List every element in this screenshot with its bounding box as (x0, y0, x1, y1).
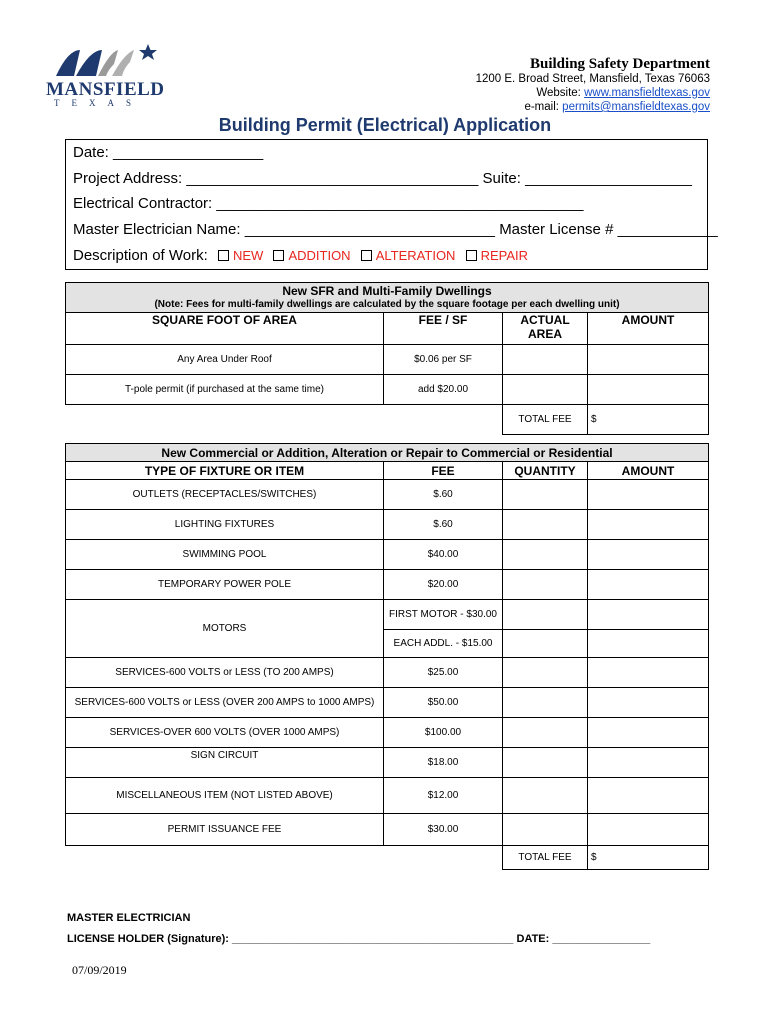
addition-checkbox[interactable] (273, 250, 284, 261)
table-row (66, 748, 709, 778)
table-row (66, 510, 709, 540)
commercial-total-input[interactable]: $ (588, 846, 709, 870)
sfr-area-input[interactable] (503, 345, 588, 375)
fixture-item: MOTORS (66, 600, 384, 658)
amount-input[interactable] (588, 600, 709, 630)
commercial-col-amount: AMOUNT (588, 462, 709, 480)
master-electrician-row (73, 221, 718, 238)
sfr-col-fee: FEE / SF (384, 313, 503, 345)
table-row (66, 814, 709, 846)
sfr-total-label: TOTAL FEE (503, 405, 588, 435)
table-row (66, 658, 709, 688)
suite-label: Suite: (482, 170, 521, 187)
sfr-col-actual-area: ACTUAL AREA (503, 313, 588, 345)
fixture-fee: $12.00 (384, 778, 503, 814)
fixture-fee: $50.00 (384, 688, 503, 718)
master-license-label: Master License # (499, 221, 614, 238)
quantity-input[interactable] (503, 570, 588, 600)
revision-date: 07/09/2019 (72, 963, 127, 977)
fixture-fee: $18.00 (384, 748, 503, 778)
contractor-row (73, 195, 583, 212)
new-checkbox[interactable] (218, 250, 229, 261)
fixture-item: TEMPORARY POWER POLE (66, 570, 384, 600)
amount-input[interactable] (588, 540, 709, 570)
amount-input[interactable] (588, 688, 709, 718)
project-address-label: Project Address: (73, 170, 183, 187)
fixture-item: SWIMMING POOL (66, 540, 384, 570)
amount-input[interactable] (588, 630, 709, 658)
commercial-col-fee: FEE (384, 462, 503, 480)
fixture-item: SERVICES-600 VOLTS or LESS (OVER 200 AMPS to 1000 AMPS) (66, 688, 384, 718)
description-row (73, 247, 528, 264)
quantity-input[interactable] (503, 480, 588, 510)
fixture-item: SERVICES-OVER 600 VOLTS (OVER 1000 AMPS) (66, 718, 384, 748)
applicant-info-box (65, 139, 718, 270)
amount-input[interactable] (588, 778, 709, 814)
sfr-header-row (66, 313, 709, 345)
department-address: 1200 E. Broad Street, Mansfield, Texas 76063 (475, 73, 710, 85)
sfr-fee-table (65, 282, 709, 435)
fixture-fee: EACH ADDL. - $15.00 (384, 630, 503, 658)
fixture-item: SERVICES-600 VOLTS or LESS (TO 200 AMPS) (66, 658, 384, 688)
sfr-amount-input[interactable] (588, 375, 709, 405)
sfr-title: New SFR and Multi-Family Dwellings (282, 283, 492, 298)
sfr-col-amount: AMOUNT (588, 313, 709, 345)
quantity-input[interactable] (503, 814, 588, 846)
amount-input[interactable] (588, 814, 709, 846)
repair-checkbox[interactable] (466, 250, 477, 261)
master-license-field[interactable]: ____________ (617, 221, 718, 238)
email-label: e-mail: (524, 101, 559, 113)
commercial-title: New Commercial or Addition, Alteration or Repair to Commercial or Residential (66, 444, 709, 462)
amount-input[interactable] (588, 718, 709, 748)
suite-field[interactable]: ____________________ (525, 170, 692, 187)
quantity-input[interactable] (503, 658, 588, 688)
sfr-note: (Note: Fees for multi-family dwellings are calculated by the square footage per each dwelling unit) (154, 298, 620, 310)
quantity-input[interactable] (503, 510, 588, 540)
commercial-col-item: TYPE OF FIXTURE OR ITEM (66, 462, 384, 480)
fixture-fee: $20.00 (384, 570, 503, 600)
table-row (66, 345, 709, 375)
signature-date-field[interactable]: ________________ (552, 933, 651, 945)
fixture-fee: $40.00 (384, 540, 503, 570)
amount-input[interactable] (588, 658, 709, 688)
website-line (536, 87, 710, 99)
commercial-header-row (66, 462, 709, 480)
fixture-item: OUTLETS (RECEPTACLES/SWITCHES) (66, 480, 384, 510)
contractor-label: Electrical Contractor: (73, 195, 213, 212)
fixture-fee: $100.00 (384, 718, 503, 748)
master-name-label: Master Electrician Name: (73, 221, 241, 238)
commercial-col-quantity: QUANTITY (503, 462, 588, 480)
signature-row (67, 933, 650, 945)
amount-input[interactable] (588, 570, 709, 600)
signature-field[interactable]: ______________________________________________ (232, 933, 514, 945)
email-line (524, 101, 710, 113)
fixture-fee: $.60 (384, 480, 503, 510)
date-field[interactable]: __________________ (113, 144, 264, 161)
sfr-total-input[interactable]: $ (588, 405, 709, 435)
fixture-fee: $30.00 (384, 814, 503, 846)
commercial-total-row (66, 846, 709, 870)
quantity-input[interactable] (503, 688, 588, 718)
contractor-field[interactable]: ____________________________________________ (216, 195, 584, 212)
website-label: Website: (536, 87, 581, 99)
signature-label: LICENSE HOLDER (Signature): (67, 933, 229, 945)
fixture-item: MISCELLANEOUS ITEM (NOT LISTED ABOVE) (66, 778, 384, 814)
amount-input[interactable] (588, 480, 709, 510)
table-row (66, 480, 709, 510)
alteration-checkbox[interactable] (361, 250, 372, 261)
form-title: Building Permit (Electrical) Application (218, 115, 552, 135)
logo-subtitle: TEXAS (54, 98, 143, 108)
fixture-fee: $25.00 (384, 658, 503, 688)
quantity-input[interactable] (503, 540, 588, 570)
date-row (73, 144, 263, 161)
fixture-fee: $.60 (384, 510, 503, 540)
quantity-input[interactable] (503, 600, 588, 630)
quantity-input[interactable] (503, 778, 588, 814)
addition-option-label: ADDITION (288, 248, 351, 263)
fixture-item: PERMIT ISSUANCE FEE (66, 814, 384, 846)
quantity-input[interactable] (503, 748, 588, 778)
table-row (66, 570, 709, 600)
table-row (66, 778, 709, 814)
department-name: Building Safety Department (530, 56, 710, 72)
logo-wordmark: MANSFIELD (46, 79, 165, 100)
website-link[interactable]: www.mansfieldtexas.gov (584, 87, 710, 99)
master-name-field[interactable]: ______________________________ (244, 221, 496, 238)
sfr-item: Any Area Under Roof (66, 345, 384, 375)
quantity-input[interactable] (503, 718, 588, 748)
commercial-total-label: TOTAL FEE (503, 846, 588, 870)
commercial-title-row (66, 444, 709, 462)
fixture-fee: FIRST MOTOR - $30.00 (384, 600, 503, 630)
date-label: Date: (73, 144, 109, 161)
quantity-input[interactable] (503, 630, 588, 658)
sfr-fee: add $20.00 (384, 375, 503, 405)
signature-heading: MASTER ELECTRICIAN (67, 912, 191, 924)
signature-date-label: DATE: (516, 933, 550, 945)
sfr-total-row (66, 405, 709, 435)
table-row (66, 540, 709, 570)
amount-input[interactable] (588, 748, 709, 778)
sfr-title-row (66, 283, 709, 313)
project-address-field[interactable]: ___________________________________ (186, 170, 479, 187)
amount-input[interactable] (588, 510, 709, 540)
table-row (66, 688, 709, 718)
description-label: Description of Work: (73, 247, 208, 264)
fixture-item: LIGHTING FIXTURES (66, 510, 384, 540)
sfr-fee: $0.06 per SF (384, 345, 503, 375)
alteration-option-label: ALTERATION (375, 248, 456, 263)
project-address-row (73, 170, 692, 187)
email-link[interactable]: permits@mansfieldtexas.gov (562, 101, 710, 113)
repair-option-label: REPAIR (480, 248, 529, 263)
commercial-fee-table (65, 443, 709, 870)
sfr-col-area: SQUARE FOOT OF AREA (66, 313, 384, 345)
sfr-item: T-pole permit (if purchased at the same time) (66, 375, 384, 405)
sfr-area-input[interactable] (503, 375, 588, 405)
table-row (66, 600, 709, 630)
sfr-amount-input[interactable] (588, 345, 709, 375)
new-option-label: NEW (232, 248, 264, 263)
fixture-item: SIGN CIRCUIT (66, 748, 384, 778)
table-row (66, 375, 709, 405)
table-row (66, 718, 709, 748)
